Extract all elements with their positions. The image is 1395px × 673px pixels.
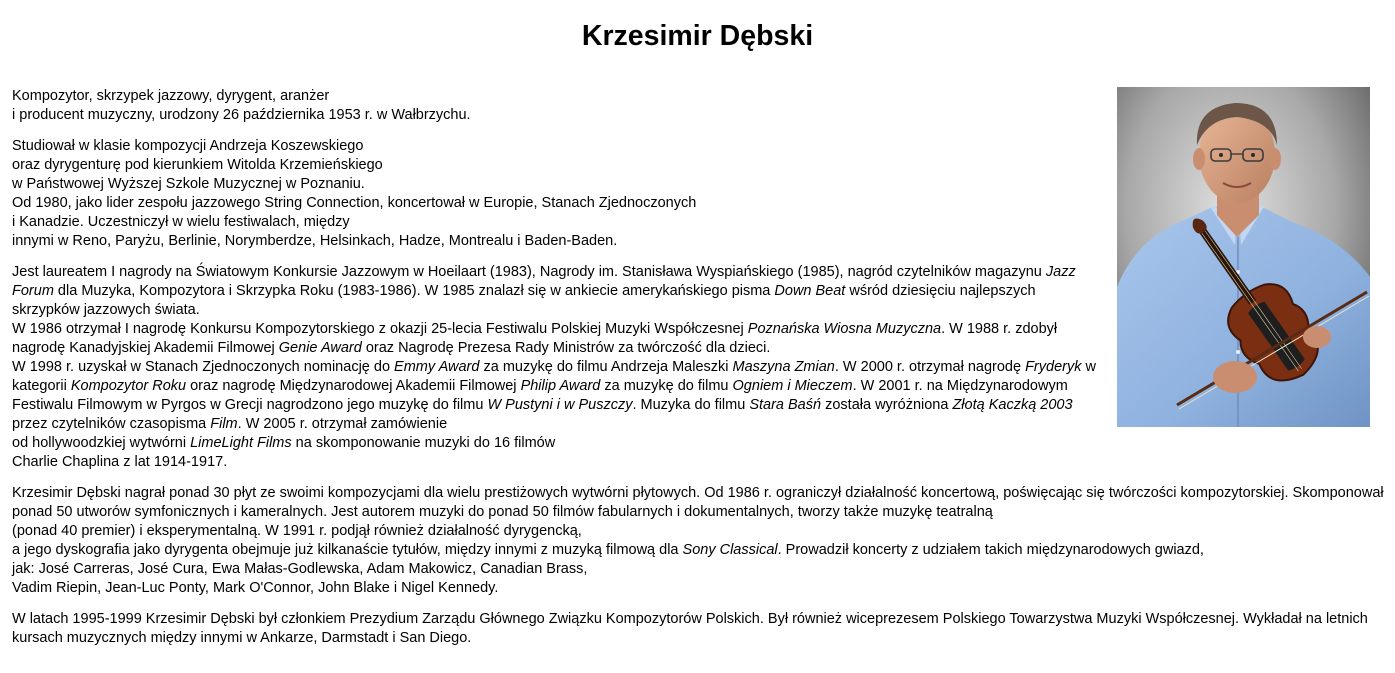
film-title: Maszyna Zmian [732,359,835,375]
magazine-title: Jazz Forum [12,264,1076,299]
bio-text: Charlie Chaplina z lat 1914-1917. [12,454,228,470]
bio-text: oraz Nagrodę Prezesa Rady Ministrów za twórczość dla dzieci. [361,340,771,356]
award-title: Emmy Award [394,359,480,375]
bio-text: wśród dziesięciu najlepszych skrzypków jazzowych świata. [12,283,1036,318]
award-title: Philip Award [520,378,601,394]
bio-text: Krzesimir Dębski nagrał ponad 30 płyt ze swoimi kompozycjami dla wielu prestiżowych wytwórni płytowych. Od 1986 r. ograniczył działalność koncertową, poświęcając się twórczości kompozytorskiej. Skomponował ponad 50 utworów symfonicznych i kameralnych. Jest autorem muzyki do ponad 50 filmów fabularnych i dokumentalnych, tworzy także muzykę teatralną [12,485,1384,520]
bio-text: (ponad 40 premier) i eksperymentalną. W 1991 r. podjął również działalność dyrygencką, [12,523,582,539]
bio-text: Studiował w klasie kompozycji Andrzeja Koszewskiego [12,138,364,154]
film-title: W Pustyni i w Puszczy [487,397,633,413]
bio-text: dla Muzyka, Kompozytora i Skrzypka Roku (1983-1986). W 1985 znalazł się w ankiecie amerykańskiego pisma [53,283,775,299]
magazine-title: Film [210,416,238,432]
bio-text: za muzykę do filmu Andrzeja Maleszki [479,359,733,375]
bio-text: w kategorii [12,359,1096,394]
award-category: Kompozytor Roku [70,378,187,394]
bio-content [12,87,1387,648]
bio-text: oraz dyrygenturę pod kierunkiem Witolda Krzemieńskiego [12,157,383,173]
bio-text: Od 1980, jako lider zespołu jazzowego String Connection, koncertował w Europie, Stanach Zjednoczonych [12,195,697,211]
festival-title: Poznańska Wiosna Muzyczna [747,321,942,337]
portrait-photo-icon [1117,87,1370,427]
bio-text: Vadim Riepin, Jean-Luc Ponty, Mark O'Connor, John Blake i Nigel Kennedy. [12,580,499,596]
bio-text: oraz nagrodę Międzynarodowej Akademii Filmowej [186,378,521,394]
bio-text: Jest laureatem I nagrody na Światowym Konkursie Jazzowym w Hoeilaart (1983), Nagrody im. Stanisława Wyspiańskiego (1985), nagród czytelników magazynu [12,264,1046,280]
bio-text: a jego dyskografia jako dyrygenta obejmuje już kilkanaście tytułów, między innymi z muzyką filmową dla [12,542,683,558]
magazine-title: Down Beat [774,283,846,299]
bio-paragraph-4 [12,484,1387,598]
bio-text: . Prowadził koncerty z udziałem takich międzynarodowych gwiazd, [777,542,1204,558]
bio-text: i producent muzyczny, urodzony 26 października 1953 r. w Wałbrzychu. [12,107,471,123]
bio-text: jak: José Carreras, José Cura, Ewa Małas-Godlewska, Adam Makowicz, Canadian Brass, [12,561,588,577]
award-title: Złotą Kaczką 2003 [952,397,1073,413]
bio-text: . W 1988 r. zdobył nagrodę Kanadyjskiej Akademii Filmowej [12,321,1058,356]
bio-text: i Kanadzie. Uczestniczył w wielu festiwalach, między [12,214,350,230]
bio-text: od hollywoodzkiej wytwórni [12,435,191,451]
bio-text: za muzykę do filmu [600,378,733,394]
bio-paragraph-5 [12,610,1387,648]
page-title: Krzesimir Dębski [581,20,814,52]
bio-text: W 1998 r. uzyskał w Stanach Zjednoczonych nominację do [12,359,395,375]
award-title: Fryderyk [1025,359,1082,375]
bio-text: W 1986 otrzymał I nagrodę Konkursu Kompozytorskiego z okazji 25-lecia Festiwalu Polskiej Muzyki Współczesnej [12,321,748,337]
bio-text: . W 2001 r. na Międzynarodowym Festiwalu Filmowym w Pyrgos w Grecji nagrodzono jego muzykę do filmu [12,378,1068,413]
bio-text: została wyróżniona [821,397,953,413]
film-title: Stara Baśń [749,397,822,413]
bio-text: innymi w Reno, Paryżu, Berlinie, Norymberdze, Helsinkach, Hadze, Montrealu i Baden-Baden. [12,233,618,249]
award-title: Genie Award [278,340,362,356]
bio-text: . Muzyka do filmu [632,397,750,413]
bio-text: W latach 1995-1999 Krzesimir Dębski był członkiem Prezydium Zarządu Głównego Związku Kompozytorów Polskich. Był również wiceprezesem Polskiego Towarzystwa Muzyki Współczesnej. Wykładał na letnich kursach muzycznych między innymi w Ankarze, Darmstadt i San Diego. [12,611,1368,646]
film-title: Ogniem i Mieczem [732,378,853,394]
bio-text: przez czytelników czasopisma [12,416,211,432]
label-title: Sony Classical [682,542,778,558]
bio-text: . W 2000 r. otrzymał nagrodę [834,359,1026,375]
studio-title: LimeLight Films [190,435,292,451]
bio-text: . W 2005 r. otrzymał zamówienie [237,416,448,432]
bio-text: na skomponowanie muzyki do 16 filmów [291,435,556,451]
bio-text: Kompozytor, skrzypek jazzowy, dyrygent, aranżer [12,88,330,104]
bio-text: w Państwowej Wyższej Szkole Muzycznej w Poznaniu. [12,176,365,192]
